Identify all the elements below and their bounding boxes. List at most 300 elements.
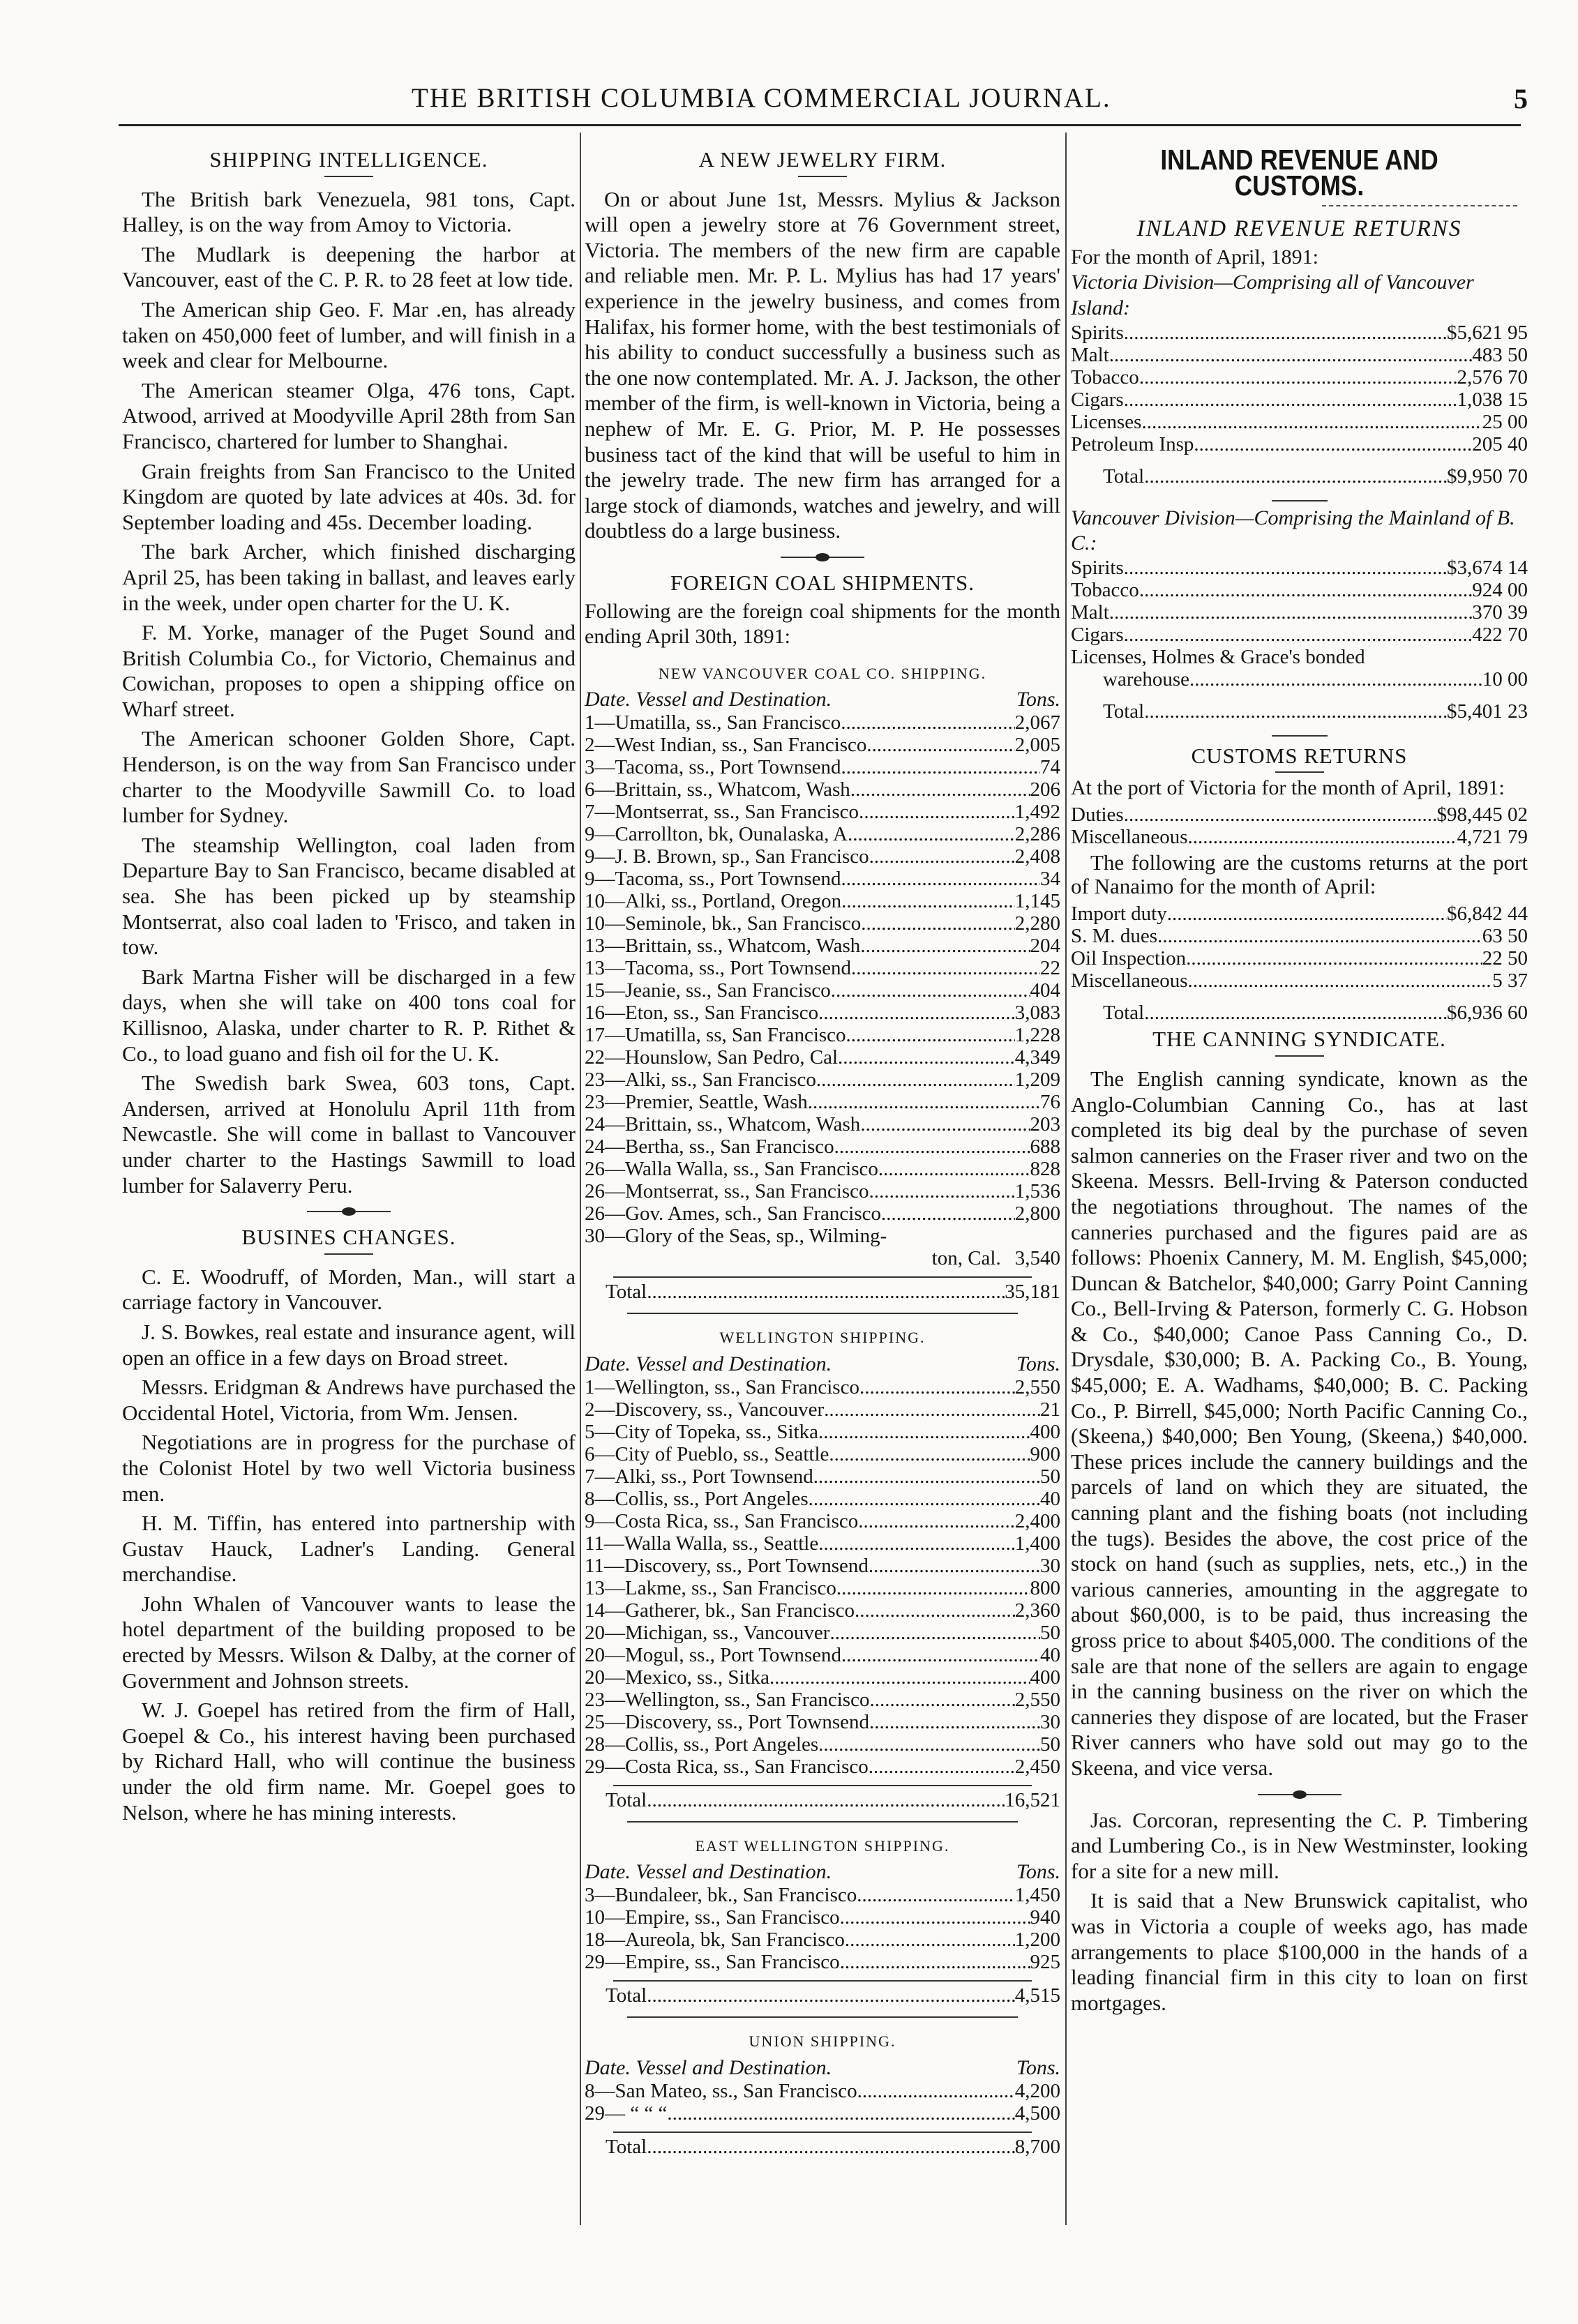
- dot-leader: [855, 1599, 1015, 1622]
- inland-row: [1071, 601, 1528, 624]
- inland-total-vancouver: [1071, 700, 1528, 723]
- coal-row: [585, 1599, 1060, 1622]
- row-label: 9—J. B. Brown, sp., San Francisco: [585, 845, 869, 868]
- total-label: Total: [606, 1281, 647, 1304]
- coal-row: [585, 711, 1060, 734]
- row-label: 30—Glory of the Seas, sp., Wilming-: [585, 1225, 887, 1248]
- coal-total: [585, 2136, 1060, 2158]
- total-label: Total: [606, 2136, 647, 2159]
- dot-leader: [845, 1929, 1015, 1951]
- dot-leader: [841, 890, 1015, 912]
- coal-table-title: WELLINGTON SHIPPING.: [719, 1329, 926, 1347]
- inland-row: [1071, 624, 1528, 646]
- section-divider: [781, 557, 864, 558]
- dot-leader: [818, 1733, 1040, 1756]
- dot-leader: [1109, 601, 1472, 624]
- row-value: 203: [1030, 1113, 1060, 1136]
- inland-total-victoria: [1071, 465, 1528, 488]
- row-label: 18—Aureola, bk, San Francisco: [585, 1929, 845, 1952]
- row-label: 7—Alki, ss., Port Townsend: [585, 1465, 813, 1488]
- row-label: Cigars: [1071, 623, 1124, 646]
- customs-nanaimo: The following are the customs returns at the port of Nanaimo for the month of April:: [1071, 850, 1528, 899]
- column-rule-2: [1065, 133, 1067, 2225]
- head-tons: Tons.: [1016, 1860, 1060, 1884]
- license-row-cont: [1071, 668, 1528, 691]
- row-value: 900: [1030, 1442, 1060, 1465]
- row-label: 15—Jeanie, ss., San Francisco: [585, 979, 831, 1002]
- row-label: Petroleum Insp: [1071, 432, 1194, 455]
- canning-heading: THE CANNING SYNDICATE.: [1152, 1027, 1446, 1052]
- customs-total: [1071, 1002, 1528, 1024]
- dot-leader: [647, 1984, 1015, 2007]
- dot-leader: [851, 957, 1040, 979]
- coal-row: [585, 734, 1060, 756]
- license-row: [1071, 646, 1528, 668]
- coal-row: [585, 1555, 1060, 1577]
- shipping-paragraph: The bark Archer, which finished discharging April 25, has been taking in ballast, and leaves early in the week, under open charter for the U. K.: [122, 539, 576, 615]
- dot-leader: [809, 1488, 1040, 1510]
- row-label: 26—Walla Walla, ss., San Francisco: [585, 1158, 878, 1181]
- dot-leader: [1188, 969, 1493, 992]
- row-value: 22 50: [1482, 947, 1528, 970]
- dot-leader: [824, 1398, 1040, 1421]
- dot-leader: [829, 1622, 1040, 1644]
- row-value: 1,492: [1014, 801, 1060, 824]
- coal-total: [585, 1789, 1060, 1811]
- row-value: $6,842 44: [1447, 903, 1528, 926]
- row-value: 4,349: [1014, 1046, 1060, 1069]
- heading-rule: [324, 176, 373, 177]
- row-value: 1,450: [1014, 1884, 1060, 1907]
- dot-leader: [829, 1443, 1030, 1465]
- coal-row: [585, 957, 1060, 979]
- row-value: 4,500: [1014, 2102, 1060, 2125]
- dot-leader: [647, 1281, 1005, 1303]
- dot-leader: [869, 845, 1015, 868]
- dot-leader: [769, 1666, 1030, 1689]
- heading-rule: [1322, 205, 1517, 206]
- row-value: 2,400: [1014, 1509, 1060, 1532]
- head-vessel: Date. Vessel and Destination.: [585, 688, 832, 711]
- row-value: 1,400: [1014, 1532, 1060, 1555]
- dot-leader: [881, 1202, 1015, 1225]
- row-label: 22—Hounslow, San Pedro, Cal: [585, 1046, 839, 1069]
- row-label: 13—Lakme, ss., San Francisco: [585, 1576, 836, 1599]
- row-value: 2,800: [1014, 1202, 1060, 1225]
- table-rule: [627, 1821, 1018, 1823]
- total-value: 16,521: [1005, 1788, 1060, 1811]
- row-label: 29—Costa Rica, ss., San Francisco: [585, 1755, 869, 1778]
- coal-table-head: [585, 688, 1060, 711]
- dot-leader: [846, 1024, 1015, 1046]
- note-paragraph: It is said that a New Brunswick capitalist, who was in Victoria a couple of weeks ago, has made arrangements to place $100,000 in the hands of a leading financial firm in this city to loan on first mortgages.: [1071, 1888, 1528, 2015]
- coal-row: [585, 1002, 1060, 1024]
- row-value: 422 70: [1472, 623, 1528, 646]
- row-label: 24—Bertha, ss., San Francisco: [585, 1135, 834, 1159]
- coal-row: [585, 1225, 1060, 1247]
- business-paragraph: John Whalen of Vancouver wants to lease the hotel department of the building proposed to be erected by Messrs. Wilson & Dalby, at the corner of Government and Johnson streets.: [122, 1591, 576, 1693]
- dot-leader: [857, 1884, 1014, 1906]
- coal-row-cont: [585, 1247, 1060, 1269]
- total-value: 4,515: [1014, 1984, 1060, 2007]
- coal-row: [585, 1091, 1060, 1113]
- total-label: Total: [1103, 465, 1145, 488]
- heading-rule: [1275, 1055, 1324, 1057]
- row-value: 4,200: [1014, 2080, 1060, 2103]
- row-value: 404: [1030, 979, 1060, 1002]
- row-value: 1,228: [1014, 1024, 1060, 1047]
- coal-row: [585, 2080, 1060, 2102]
- row-value: 50: [1040, 1733, 1060, 1756]
- dot-leader: [869, 1180, 1015, 1202]
- row-value: 924 00: [1472, 578, 1528, 601]
- head-tons: Tons.: [1016, 1352, 1060, 1375]
- row-label: 9—Costa Rica, ss., San Francisco: [585, 1509, 859, 1532]
- row-value: 40: [1040, 1487, 1060, 1510]
- row-value: 2,450: [1014, 1755, 1060, 1778]
- coal-table-title: UNION SHIPPING.: [749, 2032, 896, 2051]
- row-label: 9—Carrollton, bk, Ounalaska, A: [585, 823, 848, 846]
- table-rule: [627, 2016, 1018, 2018]
- coal-row: [585, 1488, 1060, 1510]
- license-label: Licenses, Holmes & Grace's bonded: [1071, 645, 1365, 668]
- head-vessel: Date. Vessel and Destination.: [585, 1860, 832, 1884]
- table-rule: [613, 1980, 1032, 1982]
- shipping-paragraph: Grain freights from San Francisco to the United Kingdom are quoted by late advices at 40s. 3d. for September loading and 45s. December loading.: [122, 458, 576, 534]
- row-label: 7—Montserrat, ss., San Francisco: [585, 801, 859, 824]
- row-value: 206: [1030, 778, 1060, 801]
- dot-leader: [1188, 826, 1457, 848]
- row-label: 3—Tacoma, ss., Port Townsend: [585, 756, 841, 779]
- coal-row: [585, 1135, 1060, 1158]
- row-value: 925: [1030, 1951, 1060, 1974]
- coal-row: [585, 912, 1060, 935]
- coal-total: [585, 1281, 1060, 1303]
- coal-row: [585, 1158, 1060, 1180]
- coal-row: [585, 2102, 1060, 2125]
- row-label: 29— “ “ “: [585, 2102, 668, 2125]
- dot-leader: [1194, 433, 1472, 455]
- coal-row: [585, 868, 1060, 890]
- row-value: 204: [1030, 935, 1060, 958]
- row-label: 9—Tacoma, ss., Port Townsend: [585, 868, 841, 891]
- heading-rule: [324, 1253, 373, 1255]
- business-paragraph: W. J. Goepel has retired from the firm of Hall, Goepel & Co., his interest having been purchased by Richard Hall, who will continue the business under the old firm name. Mr. Goepel goes to Nelson, where he has mining interests.: [122, 1698, 576, 1825]
- coal-table-head: [585, 1860, 1060, 1884]
- row-value: 21: [1040, 1398, 1060, 1421]
- row-value: 2,280: [1014, 912, 1060, 935]
- row-label: Miscellaneous: [1071, 826, 1188, 849]
- row-label: 1—Umatilla, ss., San Francisco: [585, 711, 841, 734]
- coal-table-title: EAST WELLINGTON SHIPPING.: [695, 1836, 950, 1855]
- table-rule: [613, 1785, 1032, 1786]
- section-divider: [307, 1211, 391, 1212]
- row-label: 8—San Mateo, ss., San Francisco: [585, 2080, 857, 2103]
- business-paragraph: J. S. Bowkes, real estate and insurance agent, will open an office in a few days on Broad street.: [122, 1319, 576, 1370]
- row-value: 2,408: [1014, 845, 1060, 868]
- license-label-cont: warehouse: [1103, 667, 1190, 691]
- dot-leader: [834, 1135, 1030, 1158]
- section-divider: [1258, 1794, 1342, 1795]
- business-paragraph: Negotiations are in progress for the purchase of the Colonist Hotel by two well Victoria business men.: [122, 1430, 576, 1506]
- row-label: 23—Premier, Seattle, Wash: [585, 1091, 808, 1114]
- dot-leader: [818, 1421, 1030, 1443]
- row-value: 40: [1040, 1643, 1060, 1666]
- row-value: 50: [1040, 1465, 1060, 1488]
- shipping-paragraph: The American ship Geo. F. Mar .en, has already taken on 450,000 feet of lumber, and will finish in a week and clear for Melbourne.: [122, 296, 576, 373]
- coal-total: [585, 1984, 1060, 2007]
- vancouver-division: Vancouver Division—Comprising the Mainland of B. C.:: [1071, 506, 1515, 555]
- shipping-paragraph: The steamship Wellington, coal laden from Departure Bay to San Francisco, became disabled at sea. She has been picked up by steamship Montserrat, also coal laden to 'Frisco, and taken in tow.: [122, 832, 576, 960]
- page-header: [105, 78, 1528, 120]
- coal-row: [585, 979, 1060, 1002]
- dot-leader: [1186, 947, 1482, 969]
- row-value: 1,209: [1014, 1069, 1060, 1092]
- shipping-paragraph: The American steamer Olga, 476 tons, Capt. Atwood, arrived at Moodyville April 28th from San Francisco, chartered for lumber to Shanghai.: [122, 377, 576, 453]
- row-value: 5 37: [1492, 969, 1528, 993]
- dot-leader: [860, 935, 1030, 957]
- journal-title: THE BRITISH COLUMBIA COMMERCIAL JOURNAL.: [412, 83, 1111, 113]
- dot-leader: [860, 1113, 1030, 1135]
- dot-leader: [841, 1644, 1040, 1666]
- dot-leader: [808, 1091, 1040, 1113]
- coal-tables: [585, 661, 1060, 2158]
- dot-leader: [841, 711, 1014, 734]
- row-label: 3—Bundaleer, bk., San Francisco: [585, 1884, 857, 1907]
- row-value: 2,576 70: [1457, 365, 1528, 388]
- coal-row: [585, 1906, 1060, 1929]
- dot-leader: [838, 1046, 1015, 1069]
- coal-row: [585, 1644, 1060, 1666]
- coal-row: [585, 935, 1060, 957]
- row-label: 1—Wellington, ss., San Francisco: [585, 1375, 859, 1398]
- coal-row: [585, 1113, 1060, 1135]
- dot-leader: [869, 1555, 1040, 1577]
- row-label: 5—City of Topeka, ss., Sitka: [585, 1420, 818, 1443]
- revenue-heading: INLAND REVENUE AND CUSTOMS.: [1160, 144, 1438, 202]
- shipping-paragraph: The American schooner Golden Shore, Capt. Henderson, is on the way from San Francisco under charter to the Moodyville Sawmill Co. to load lumber for Sydney.: [122, 726, 576, 828]
- table-rule: [627, 1313, 1018, 1314]
- row-value: 2,550: [1014, 1688, 1060, 1711]
- dot-leader: [1124, 388, 1457, 411]
- coal-row: [585, 1733, 1060, 1756]
- inland-row: [1071, 344, 1528, 366]
- dot-leader: [857, 2080, 1015, 2102]
- coal-table-head: [585, 1352, 1060, 1376]
- dot-leader: [1109, 344, 1472, 366]
- total-value: $5,401 23: [1447, 700, 1528, 723]
- page-number: 5: [1514, 83, 1528, 114]
- coal-row: [585, 1398, 1060, 1421]
- row-label: 8—Collis, ss., Port Angeles: [585, 1487, 809, 1510]
- row-label: 10—Alki, ss., Portland, Oregon: [585, 890, 842, 913]
- row-label: 20—Mexico, ss., Sitka: [585, 1666, 770, 1689]
- dot-leader: [859, 1376, 1015, 1398]
- customs-table-nanaimo: [1071, 903, 1528, 992]
- column-1: [122, 143, 576, 1829]
- coal-row: [585, 1929, 1060, 1951]
- row-label: S. M. dues: [1071, 925, 1158, 948]
- dot-leader: [1124, 624, 1473, 646]
- inland-row: [1071, 388, 1528, 411]
- column-2: [585, 143, 1060, 2168]
- dot-leader: [1167, 903, 1447, 925]
- coal-row: [585, 823, 1060, 845]
- row-value: 76: [1040, 1091, 1060, 1114]
- row-value: $5,621 95: [1447, 321, 1528, 344]
- total-value: 35,181: [1005, 1281, 1060, 1304]
- row-label: 11—Walla Walla, ss., Seattle: [585, 1532, 819, 1555]
- dot-leader: [848, 823, 1015, 845]
- row-label: 13—Brittain, ss., Whatcom, Wash: [585, 935, 861, 958]
- row-value: 1,145: [1014, 890, 1060, 913]
- coal-row: [585, 1884, 1060, 1906]
- customs-row: [1071, 925, 1528, 947]
- dot-leader: [878, 1158, 1030, 1180]
- row-value: 1,038 15: [1457, 388, 1528, 411]
- row-label: 13—Tacoma, ss., Port Townsend: [585, 957, 852, 980]
- coal-intro: Following are the foreign coal shipments for the month ending April 30th, 1891:: [585, 599, 1060, 649]
- row-value: 30: [1040, 1710, 1060, 1733]
- total-label: Total: [606, 1984, 647, 2007]
- coal-row: [585, 1202, 1060, 1225]
- inland-row: [1071, 366, 1528, 388]
- dot-leader: [869, 1711, 1040, 1733]
- row-label: 11—Discovery, ss., Port Townsend: [585, 1554, 869, 1577]
- row-label: 20—Mogul, ss., Port Townsend: [585, 1643, 842, 1666]
- head-tons: Tons.: [1016, 2056, 1060, 2080]
- dot-leader: [840, 1951, 1030, 1973]
- dot-leader: [1124, 557, 1447, 579]
- coal-row: [585, 778, 1060, 801]
- dot-leader: [831, 979, 1030, 1002]
- note-paragraph: Jas. Corcoran, representing the C. P. Timbering and Lumbering Co., is in New Westminster, looking for a site for a new mill.: [1071, 1807, 1528, 1883]
- shipping-paragraph: The Swedish bark Swea, 603 tons, Capt. Andersen, arrived at Honolulu April 11th from Newcastle. She will come in ballast to Vancouver under charter to the Hastings Sawmill to load lumber for Salaverry Peru.: [122, 1071, 576, 1198]
- coal-row: [585, 1532, 1060, 1555]
- row-value: 3,540: [1014, 1247, 1060, 1270]
- customs-row: [1071, 826, 1528, 848]
- dot-leader: [861, 912, 1014, 935]
- row-label: Duties: [1071, 803, 1124, 827]
- row-value: 22: [1040, 957, 1060, 980]
- row-value: 940: [1030, 1906, 1060, 1929]
- row-label: 29—Empire, ss., San Francisco: [585, 1951, 840, 1974]
- head-tons: Tons.: [1016, 688, 1060, 711]
- row-value: 2,550: [1014, 1375, 1060, 1398]
- coal-row: [585, 1510, 1060, 1532]
- row-label: 23—Alki, ss., San Francisco: [585, 1069, 816, 1092]
- row-label: Licenses: [1071, 410, 1142, 433]
- license-value: 10 00: [1482, 667, 1528, 691]
- customs-victoria: At the port of Victoria for the month of April, 1891:: [1071, 776, 1505, 800]
- row-label: 6—Brittain, ss., Whatcom, Wash.: [585, 778, 856, 801]
- victoria-division: Victoria Division—Comprising all of Vancouver Island:: [1071, 271, 1474, 319]
- row-label: Tobacco: [1071, 365, 1139, 388]
- inland-table-vancouver: [1071, 557, 1528, 646]
- shipping-paragraph: Bark Martna Fisher will be discharged in a few days, when she will take on 400 tons coal for Killisnoo, Alaska, under charter to R. P. Rithet & Co., to load guano and fish oil for the U. K.: [122, 964, 576, 1066]
- dot-leader: [866, 734, 1014, 756]
- row-label: 10—Seminole, bk., San Francisco: [585, 912, 862, 935]
- row-label: Spirits: [1071, 556, 1124, 579]
- row-label: Cigars: [1071, 388, 1124, 411]
- inland-heading: INLAND REVENUE RETURNS: [1136, 216, 1462, 242]
- coal-row: [585, 801, 1060, 823]
- total-label: Total: [606, 1788, 647, 1811]
- row-value: 4,721 79: [1457, 826, 1528, 849]
- row-value: 1,200: [1014, 1929, 1060, 1952]
- row-label: Oil Inspection: [1071, 947, 1187, 970]
- customs-row: [1071, 903, 1528, 925]
- row-value: 2,360: [1014, 1599, 1060, 1622]
- row-value: 1,536: [1014, 1180, 1060, 1203]
- row-label: Import duty: [1071, 903, 1167, 926]
- total-label: Total: [1103, 1002, 1145, 1025]
- dot-leader: [1139, 579, 1472, 601]
- inland-month: For the month of April, 1891:: [1071, 245, 1318, 269]
- heading-rule: [1275, 771, 1324, 773]
- total-value: 8,700: [1014, 2136, 1060, 2159]
- coal-row: [585, 890, 1060, 912]
- row-value: 400: [1030, 1420, 1060, 1443]
- dot-leader: [836, 1577, 1030, 1599]
- dot-leader: [1141, 411, 1482, 433]
- row-label: 2—Discovery, ss., Vancouver: [585, 1398, 825, 1421]
- table-rule: [613, 1276, 1032, 1278]
- table-rule: [613, 2131, 1032, 2133]
- dot-leader: [840, 1906, 1030, 1929]
- row-label: 25—Discovery, ss., Port Townsend: [585, 1710, 869, 1733]
- inland-row: [1071, 433, 1528, 455]
- shipping-paragraph: The Mudlark is deepening the harbor at Vancouver, east of the C. P. R. to 28 feet at low tide.: [122, 241, 576, 292]
- coal-row: [585, 1622, 1060, 1644]
- row-value: $3,674 14: [1447, 556, 1528, 579]
- heading-rule: [798, 176, 847, 177]
- column-rule-1: [580, 133, 581, 2225]
- row-label: 14—Gatherer, bk., San Francisco: [585, 1599, 855, 1622]
- dot-leader: [1157, 925, 1482, 947]
- row-label: 10—Empire, ss., San Francisco: [585, 1906, 840, 1929]
- row-label: Malt: [1071, 343, 1109, 366]
- shipping-paragraph: F. M. Yorke, manager of the Puget Sound and British Columbia Co., for Victorio, Chemainus and Cowichan, proposes to open a shipping office on Wharf street.: [122, 620, 576, 721]
- row-value: 25 00: [1482, 410, 1528, 433]
- coal-row: [585, 1421, 1060, 1443]
- total-label: Total: [1103, 700, 1145, 723]
- row-value: 2,286: [1014, 823, 1060, 846]
- total-value: $6,936 60: [1447, 1002, 1528, 1025]
- business-paragraph: C. E. Woodruff, of Morden, Man., will start a carriage factory in Vancouver.: [122, 1264, 576, 1315]
- business-paragraph: H. M. Tiffin, has entered into partnership with Gustav Hauck, Ladner's Landing. General merchandise.: [122, 1511, 576, 1587]
- coal-row: [585, 1443, 1060, 1465]
- shipping-paragraph: The British bark Venezuela, 981 tons, Capt. Halley, is on the way from Amoy to Victoria.: [122, 186, 576, 237]
- column-3: [1071, 143, 1528, 2020]
- shipping-heading: SHIPPING INTELLIGENCE.: [209, 147, 488, 172]
- row-value: 30: [1040, 1554, 1060, 1577]
- coal-row: [585, 1465, 1060, 1488]
- row-value: 63 50: [1482, 925, 1528, 948]
- row-value: 74: [1040, 756, 1060, 779]
- row-value: 483 50: [1472, 343, 1528, 366]
- coal-row: [585, 1069, 1060, 1091]
- dot-leader: [667, 2102, 1014, 2125]
- inland-row: [1071, 579, 1528, 601]
- divider: [1272, 735, 1328, 737]
- head-vessel: Date. Vessel and Destination.: [585, 2056, 832, 2080]
- row-value: 828: [1030, 1158, 1060, 1181]
- coal-row: [585, 1577, 1060, 1599]
- dot-leader: [647, 2136, 1015, 2158]
- coal-row: [585, 1376, 1060, 1398]
- row-value: 205 40: [1472, 432, 1528, 455]
